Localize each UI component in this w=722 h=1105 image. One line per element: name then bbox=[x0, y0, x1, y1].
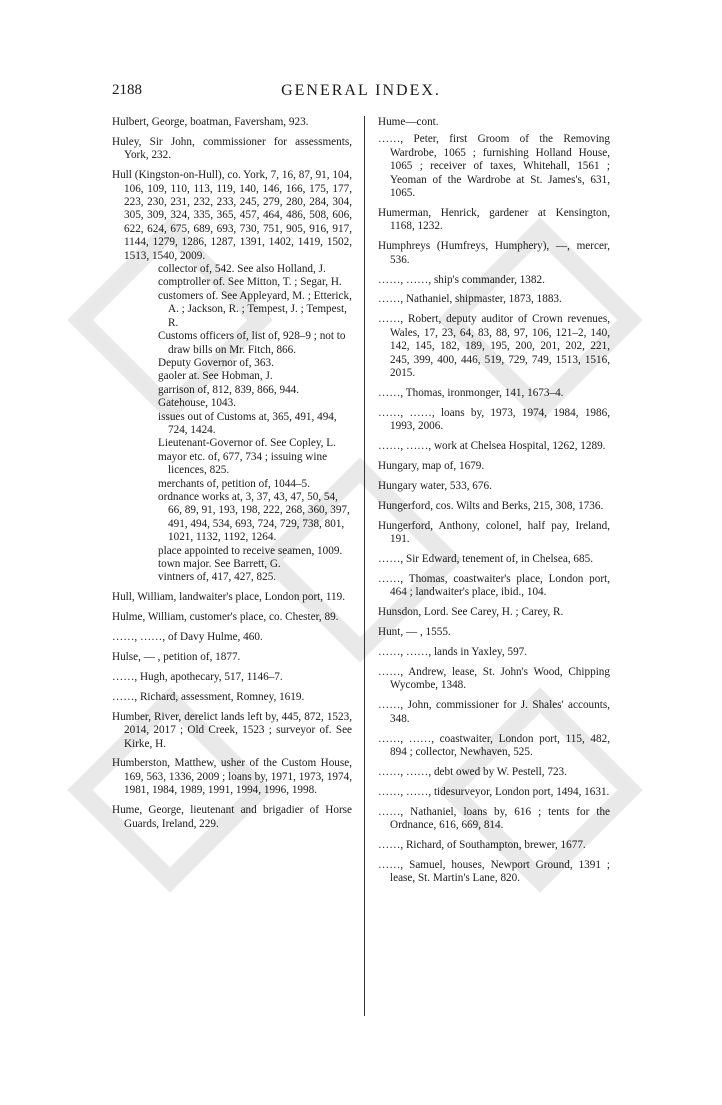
page-number: 2188 bbox=[112, 82, 142, 98]
index-entry: ……, Nathaniel, shipmaster, 1873, 1883. bbox=[378, 293, 562, 306]
index-entry: Hull, William, landwaiter's place, London port, 119. bbox=[112, 591, 346, 604]
index-entry: Hulbert, George, boatman, Faversham, 923. bbox=[112, 116, 309, 128]
index-subentry: merchants of, petition of, 1044–5. bbox=[158, 477, 310, 490]
index-subentry: town major. See Barrett, G. bbox=[158, 558, 281, 570]
index-entry: Hulse, — , petition of, 1877. bbox=[112, 651, 241, 664]
index-subentry: issues out of Customs at, 365, 491, 494, 724, 1424. bbox=[158, 410, 337, 436]
index-entry: ……, Hugh, apothecary, 517, 1146–7. bbox=[112, 670, 283, 683]
index-entry: Humberston, Matthew, usher of the Custom House, 169, 563, 1336, 2009 ; loans by, 1971, 1973, 1974, 1981, 1984, 1989, 1991, 1994, 1996, 1998. bbox=[112, 757, 352, 797]
left-column bbox=[112, 116, 352, 838]
index-subentry: collector of, 542. See also Holland, J. bbox=[158, 263, 326, 276]
index-entry: ……, Thomas, ironmonger, 141, 1673–4. bbox=[378, 386, 564, 399]
page-header bbox=[112, 82, 610, 106]
index-subentry: Deputy Governor of, 363. bbox=[158, 356, 274, 369]
index-entry: ……, John, commissioner for J. Shales' accounts, 348. bbox=[378, 699, 610, 725]
index-entry: ……, ……, ship's commander, 1382. bbox=[378, 273, 545, 286]
index-entry: ……, Robert, deputy auditor of Crown revenues, Wales, 17, 23, 64, 83, 88, 97, 106, 121–2, 140, 142, 145, 182, 189, 195, 200, 201, 202, 221, 245, 399, 400, 446, 519, 729, 749, 1513, 1516, 2015. bbox=[378, 313, 610, 379]
index-entry: Hungary water, 533, 676. bbox=[378, 479, 492, 492]
index-entry: ……, ……, work at Chelsea Hospital, 1262, 1289. bbox=[378, 440, 606, 453]
index-entry: ……, ……, debt owed by W. Pestell, 723. bbox=[378, 765, 567, 778]
index-entry: ……, Richard, of Southampton, brewer, 1677. bbox=[378, 839, 586, 852]
index-subentry: gaoler at. See Hobman, J. bbox=[158, 370, 273, 383]
index-entry: Hungary, map of, 1679. bbox=[378, 460, 485, 473]
index-entry: ……, Thomas, coastwaiter's place, London port, 464 ; landwaiter's place, ibid., 104. bbox=[378, 572, 610, 599]
index-entry: Humphreys (Humfreys, Humphery), —, mercer, 536. bbox=[378, 240, 610, 266]
index-entry: Humber, River, derelict lands left by, 445, 872, 1523, 2014, 2017 ; Old Creek, 1523 ; surveyor of. See Kirke, H. bbox=[112, 710, 352, 750]
right-column bbox=[378, 116, 610, 892]
index-subentry: customers of. See Appleyard, M. ; Etterick, A. ; Jackson, R. ; Tempest, J. ; Tempest, R. bbox=[158, 289, 352, 329]
index-entry: Huley, Sir John, commissioner for assessments, York, 232. bbox=[112, 135, 352, 162]
index-subentry: mayor etc. of, 677, 734 ; issuing wine licences, 825. bbox=[158, 450, 328, 477]
index-subentry: place appointed to receive seamen, 1009. bbox=[158, 544, 343, 557]
index-subentry: Customs officers of, list of, 928–9 ; not to draw bills on Mr. Fitch, 866. bbox=[158, 330, 346, 356]
index-entry: Hungerford, cos. Wilts and Berks, 215, 308, 1736. bbox=[378, 499, 604, 512]
index-entry: Humerman, Henrick, gardener at Kensington, 1168, 1232. bbox=[378, 206, 610, 233]
index-entry: Hulme, William, customer's place, co. Chester, 89. bbox=[112, 611, 339, 624]
index-entry: ……, Andrew, lease, St. John's Wood, Chipping Wycombe, 1348. bbox=[378, 666, 610, 692]
index-entry: Hunt, — , 1555. bbox=[378, 626, 451, 639]
index-entry: ……, Peter, first Groom of the Removing Wardrobe, 1065 ; furnishing Holland House, 1065 ; receiver of taxes, Whitehall, 1561 ; Yeoman of the Wardrobe at St. James's, 631, 1065. bbox=[378, 133, 610, 200]
index-entry: ……, Sir Edward, tenement of, in Chelsea, 685. bbox=[378, 553, 594, 566]
index-entry-hull: Hull (Kingston-on-Hull), co. York, 7, 16, 87, 91, 104, 106, 109, 110, 113, 119, 140, 146, 166, 175, 177, 223, 230, 231, 232, 233, 245, 279, 280, 284, 304, 305, 309, 324, 335, 365, 457, 464, 486, 508, 606, 622, 624, 675, 689, 693, 730, 751, 905, 916, 917, 1144, 1279, 1286, 1287, 1391, 1402, 1419, 1502, 1513, 1540, 2009. bbox=[112, 169, 352, 262]
index-entry: Hume, George, lieutenant and brigadier of Horse Guards, Ireland, 229. bbox=[112, 804, 352, 830]
index-subentry: comptroller of. See Mitton, T. ; Segar, H. bbox=[158, 276, 342, 289]
index-entry: ……, Nathaniel, loans by, 616 ; tents for the Ordnance, 616, 669, 814. bbox=[378, 805, 610, 832]
index-entry: ……, Richard, assessment, Romney, 1619. bbox=[112, 690, 305, 703]
index-entry: ……, ……, loans by, 1973, 1974, 1984, 1986, 1993, 2006. bbox=[378, 406, 610, 433]
index-entry: ……, ……, tidesurveyor, London port, 1494, 1631. bbox=[378, 785, 610, 798]
index-entry: Hunsdon, Lord. See Carey, H. ; Carey, R. bbox=[378, 606, 564, 619]
index-subentry: Lieutenant-Governor of. See Copley, L. bbox=[158, 437, 336, 450]
column-divider bbox=[364, 116, 365, 1016]
index-subentry: ordnance works at, 3, 37, 43, 47, 50, 54, 66, 89, 91, 193, 198, 222, 268, 360, 397, 491, 494, 534, 693, 724, 729, 738, 801, 1021, 1132, 1192, 1264. bbox=[158, 490, 350, 544]
index-subentry: Gatehouse, 1043. bbox=[158, 397, 236, 410]
index-entry: ……, Samuel, houses, Newport Ground, 1391 ; lease, St. Martin's Lane, 820. bbox=[378, 858, 610, 885]
index-entry: ……, ……, of Davy Hulme, 460. bbox=[112, 631, 263, 644]
index-entry: ……, ……, lands in Yaxley, 597. bbox=[378, 646, 528, 659]
index-subentry: garrison of, 812, 839, 866, 944. bbox=[158, 383, 300, 396]
running-head: GENERAL INDEX. bbox=[281, 82, 441, 99]
index-subentry: vintners of, 417, 427, 825. bbox=[158, 571, 277, 584]
continuation-heading: Hume—cont. bbox=[378, 116, 439, 128]
index-entry: ……, ……, coastwaiter, London port, 115, 482, 894 ; collector, Newhaven, 525. bbox=[378, 732, 610, 759]
index-entry: Hungerford, Anthony, colonel, half pay, Ireland, 191. bbox=[378, 519, 610, 546]
